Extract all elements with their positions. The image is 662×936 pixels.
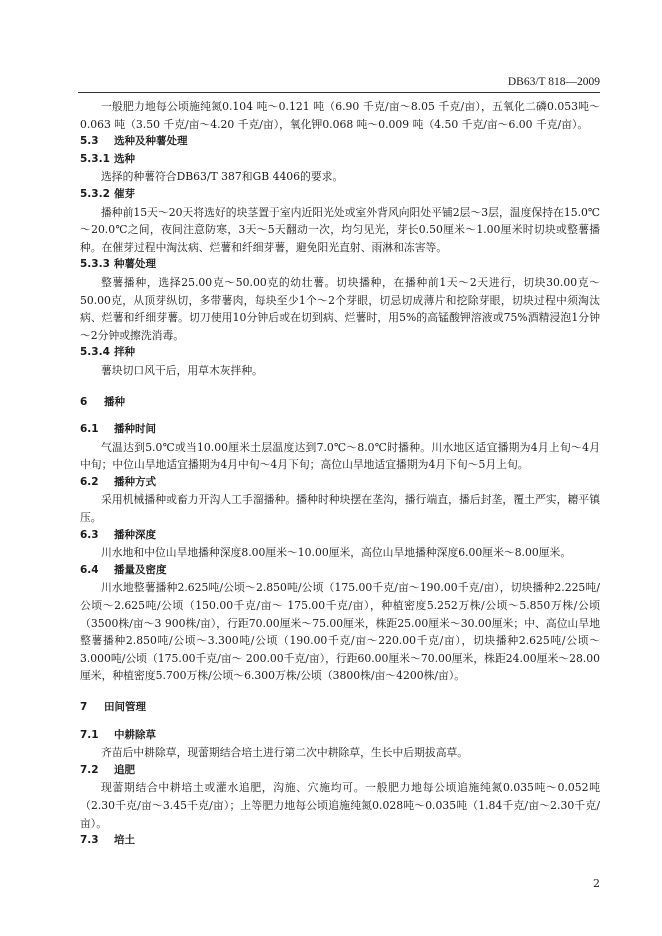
paragraph: 整薯播种，选择25.00克～50.00克的幼壮薯。切块播种，在播种前1天～2天进行，切块30.00克～50.00克，从顶芽纵切，多带薯肉，每块至少1个～2个芽眼，切忌切成薄片和挖除芽眼，切块过程中须淘汰病、烂薯和纤细芽薯。切刀使用10分钟后或在切到病、烂薯时，用5%的高锰酸钾溶液或75%酒精浸泡1分钟～2分钟或擦洗消毒。 [80, 275, 600, 342]
section-title: 播种时间 [114, 423, 156, 436]
page-number: 2 [593, 877, 600, 890]
chapter-title: 田间管理 [104, 701, 146, 713]
section-number: 5.3.2 [80, 187, 110, 200]
section-number: 6.2 [80, 475, 99, 488]
header-rule [78, 92, 600, 93]
section-heading [80, 133, 600, 151]
section-title: 种薯处理 [114, 258, 156, 271]
paragraph: 气温达到5.0℃或当10.00厘米土层温度达到7.0℃～8.0℃时播种。川水地区适宜播期为4月上旬～4月中旬；中位山旱地适宜播期为4月中旬～4月下旬；高位山旱地适宜播期为4月下旬～5月上旬。 [80, 440, 600, 472]
paragraph: 一般肥力地每公顷施纯氮0.104 吨～0.121 吨（6.90 千克/亩～8.05 千克/亩），五氧化二磷0.053吨～0.063 吨（3.50 千克/亩～4.20 千克/亩），氧化钾0.068 吨～0.009 吨（4.50 千克/亩～6.00 千克/亩）。 [80, 100, 600, 131]
section-number: 6.3 [80, 528, 99, 541]
section-title: 选种及种薯处理 [114, 135, 188, 148]
paragraph: 薯块切口风干后，用草木灰拌种。 [101, 363, 263, 377]
chapter-title: 播种 [104, 395, 125, 408]
chapter-number: 6 [80, 395, 88, 408]
section-title: 追肥 [114, 763, 135, 776]
section-heading [80, 151, 600, 169]
paragraph: 采用机械播种或畜力开沟人工手溜播种。播种时种块摆在垄沟，播行端直，播后封垄，覆土严实，耱平镇压。 [80, 493, 600, 525]
section-number: 5.3.1 [80, 152, 110, 165]
paragraph: 川水地和中位山旱地播种深度8.00厘米～10.00厘米，高位山旱地播种深度6.00厘米～8.00厘米。 [101, 546, 572, 560]
section-number: 6.4 [80, 563, 99, 576]
paragraph: 齐苗后中耕除草，现蕾期结合培土进行第二次中耕除草，生长中后期拔高草。 [101, 746, 469, 760]
section-heading [80, 186, 600, 204]
section-heading [80, 474, 600, 492]
section-title: 中耕除草 [114, 728, 156, 741]
section-heading [80, 421, 600, 439]
section-heading [80, 562, 600, 580]
section-number: 5.3 [80, 135, 99, 148]
section-title: 播种深度 [114, 528, 156, 541]
paragraph: 选择的种薯符合DB63/T 387和GB 4406的要求。 [101, 170, 344, 184]
section-number: 5.3.3 [80, 258, 110, 271]
section-title: 催芽 [114, 187, 135, 200]
chapter-heading [80, 699, 600, 717]
section-title: 播种方式 [114, 475, 156, 488]
paragraph: 现蕾期结合中耕培土或灌水追肥，沟施、穴施均可。一般肥力地每公顷追施纯氮0.035吨～0.052吨（2.30千克/亩～3.45千克/亩）；上等肥力地每公顷追施纯氮0.028吨～0.035吨（1.84千克/亩～2.30千克/亩）。 [80, 781, 600, 830]
section-number: 7.3 [80, 834, 99, 847]
document-body [80, 98, 600, 850]
section-heading [80, 344, 600, 362]
section-title: 播量及密度 [114, 563, 167, 576]
section-heading [80, 527, 600, 545]
chapter-heading [80, 394, 600, 412]
section-heading [80, 727, 600, 745]
chapter-number: 7 [80, 701, 88, 713]
section-title: 拌种 [114, 346, 135, 359]
section-heading [80, 832, 600, 850]
paragraph: 播种前15天～20天将选好的块茎置于室内近阳光处或室外背风向阳处平铺2层～3层，温度保持在15.0℃～20.0℃之间，夜间注意防寒，3天～5天翻动一次，均匀见光，芽长0.50厘米～1.00厘米时切块或整薯播种。在催芽过程中淘汰病、烂薯和纤细芽薯，避免阳光直射、雨淋和冻害等。 [80, 205, 600, 254]
section-heading [80, 256, 600, 274]
section-title: 培土 [114, 834, 135, 847]
section-number: 5.3.4 [80, 346, 110, 359]
section-number: 7.2 [80, 763, 99, 776]
section-number: 6.1 [80, 423, 99, 436]
section-number: 7.1 [80, 728, 99, 741]
section-heading [80, 762, 600, 780]
paragraph: 川水地整薯播种2.625吨/公顷～2.850吨/公顷（175.00千克/亩～190.00千克/亩），切块播种2.225吨/公顷～2.625吨/公顷（150.00千克/亩～ 175.00千克/亩），种植密度5.252万株/公顷～5.850万株/公顷（3500株/亩～3 900株/亩），行距70.00厘米～75.00厘米，株距25.00厘米～30.00厘米；中、高位山旱地整薯播种2.850吨/公顷～3.300吨/公顷（190.00千克/亩～220.00千克/亩），切块播种2.625吨/公顷～3.000吨/公顷（175.00千克/亩～ 200.00千克/亩），行距60.00厘米～70.00厘米，株距24.00厘米～28.00厘米，种植密度5.700万株/公顷～6.300万株/公顷（3800株/亩～4200株/亩）。 [80, 581, 600, 683]
standard-code: DB63/T 818—2009 [507, 76, 600, 88]
section-title: 选种 [114, 152, 135, 165]
